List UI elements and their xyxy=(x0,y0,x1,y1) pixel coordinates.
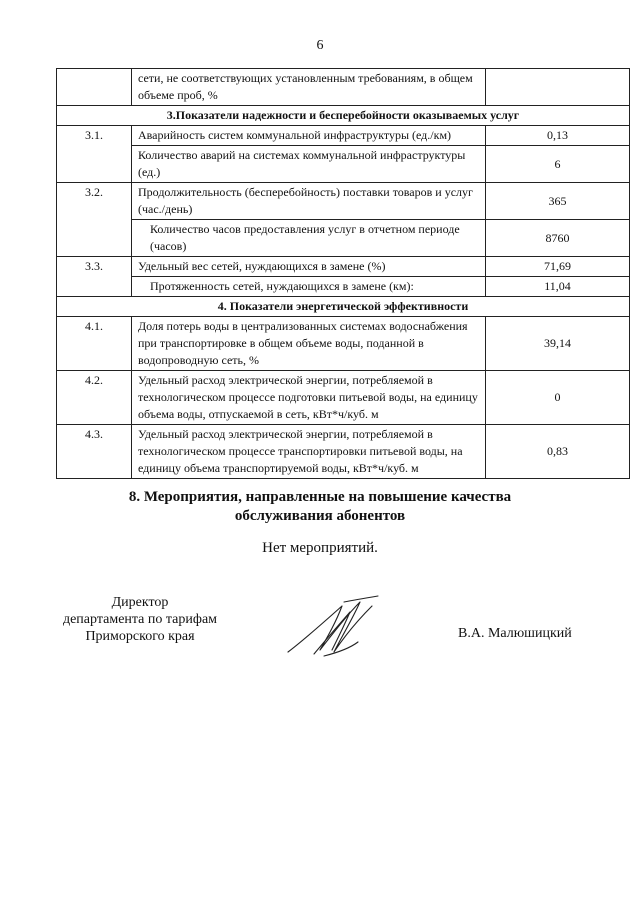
row-text: Удельный расход электрической энергии, потребляемой в технологическом процессе подготовки питьевой воды, на единицу объема воды, отпускаемой в сеть, кВт*ч/куб. м xyxy=(132,371,486,425)
row-number: 3.2. xyxy=(57,183,132,220)
row-number xyxy=(57,220,132,257)
row-number: 4.2. xyxy=(57,371,132,425)
table-row xyxy=(57,220,630,257)
row-number: 4.3. xyxy=(57,425,132,479)
no-events-text: Нет мероприятий. xyxy=(262,540,378,556)
table-row xyxy=(57,277,630,297)
row-text: Продолжительность (бесперебойность) поставки товаров и услуг (час./день) xyxy=(132,183,486,220)
row-text: Количество часов предоставления услуг в отчетном периоде (часов) xyxy=(132,220,486,257)
director-title xyxy=(40,594,240,645)
section-row xyxy=(57,297,630,317)
row-number xyxy=(57,277,132,297)
indicators-table xyxy=(56,68,630,479)
table-row xyxy=(57,126,630,146)
row-number xyxy=(57,146,132,183)
table-row xyxy=(57,317,630,371)
row-number xyxy=(57,69,132,106)
section-8-heading-line2: обслуживания абонентов xyxy=(234,508,406,524)
table-row xyxy=(57,183,630,220)
section-8-heading-line1: 8. Мероприятия, направленные на повышение качества xyxy=(128,489,512,505)
director-title-line2: департамента по тарифам xyxy=(62,612,218,627)
section-title-4: 4. Показатели энергетической эффективности xyxy=(57,297,630,317)
table-row xyxy=(57,146,630,183)
page-number: 6 xyxy=(316,38,324,53)
row-number: 3.1. xyxy=(57,126,132,146)
row-value: 71,69 xyxy=(486,257,630,277)
section-8-heading xyxy=(0,488,640,526)
signer-name: В.А. Малюшицкий xyxy=(458,626,572,641)
row-text: сети, не соответствующих установленным требованиям, в общем объеме проб, % xyxy=(132,69,486,106)
table-row xyxy=(57,69,630,106)
row-text: Доля потерь воды в централизованных системах водоснабжения при транспортировке в общем объеме воды, поданной в водопроводную сеть, % xyxy=(132,317,486,371)
row-text: Удельный расход электрической энергии, потребляемой в технологическом процессе транспортировки питьевой воды, на единицу объема транспортируемой воды, кВт*ч/куб. м xyxy=(132,425,486,479)
row-text: Протяженность сетей, нуждающихся в замене (км): xyxy=(132,277,486,297)
section-title-3: 3.Показатели надежности и бесперебойности оказываемых услуг xyxy=(57,106,630,126)
row-value: 0,13 xyxy=(486,126,630,146)
director-title-line1: Директор xyxy=(111,595,169,610)
section-row xyxy=(57,106,630,126)
row-value: 39,14 xyxy=(486,317,630,371)
row-text: Количество аварий на системах коммунальной инфраструктуры (ед.) xyxy=(132,146,486,183)
table-row xyxy=(57,425,630,479)
row-value: 8760 xyxy=(486,220,630,257)
row-value: 365 xyxy=(486,183,630,220)
row-value: 0 xyxy=(486,371,630,425)
row-value: 6 xyxy=(486,146,630,183)
row-number: 4.1. xyxy=(57,317,132,371)
table-row xyxy=(57,257,630,277)
director-title-line3: Приморского края xyxy=(85,629,195,644)
table-row xyxy=(57,371,630,425)
row-value: 11,04 xyxy=(486,277,630,297)
row-text: Удельный вес сетей, нуждающихся в замене (%) xyxy=(132,257,486,277)
row-value xyxy=(486,69,630,106)
row-text: Аварийность систем коммунальной инфраструктуры (ед./км) xyxy=(132,126,486,146)
row-value: 0,83 xyxy=(486,425,630,479)
handwritten-signature xyxy=(284,592,384,664)
row-number: 3.3. xyxy=(57,257,132,277)
